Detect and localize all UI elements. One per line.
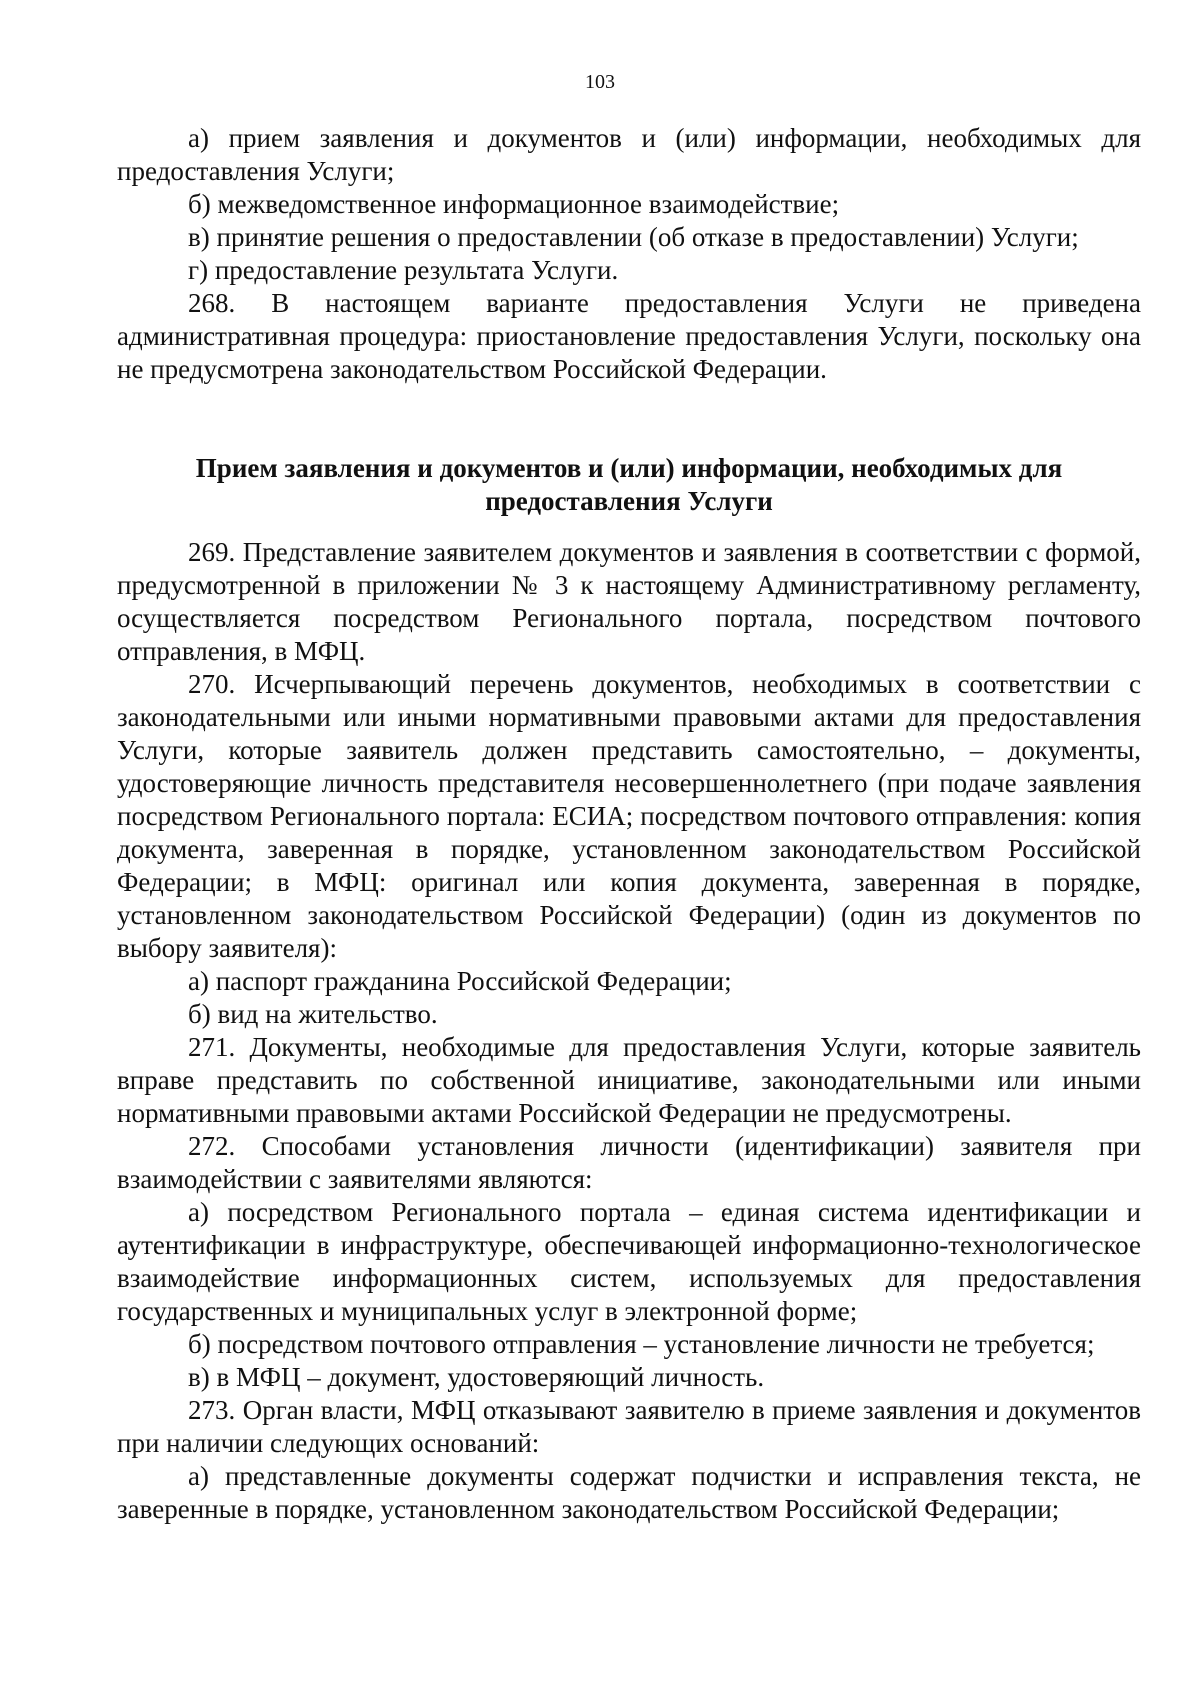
paragraph-272-item-b: б) посредством почтового отправления – установление личности не требуется;: [188, 1329, 1095, 1359]
paragraph-273-item-a: а) представленные документы содержат подчистки и исправления текста, не заверенные в порядке, установленном законодательством Российской Федерации;: [117, 1461, 1141, 1524]
paragraph-273: 273. Орган власти, МФЦ отказывают заявителю в приеме заявления и документов при наличии следующих оснований:: [117, 1395, 1141, 1458]
paragraph-269: 269. Представление заявителем документов и заявления в соответствии с формой, предусмотренной в приложении № 3 к настоящему Административному регламенту, осуществляется посредством Регионального портала, посредством почтового отправления, в МФЦ.: [117, 537, 1141, 666]
paragraph-272-item-v: в) в МФЦ – документ, удостоверяющий личность.: [188, 1362, 765, 1392]
paragraph-272: 272. Способами установления личности (идентификации) заявителя при взаимодействии с заявителями являются:: [117, 1131, 1141, 1194]
paragraph-268: 268. В настоящем варианте предоставления Услуги не приведена административная процедура: приостановление предоставления Услуги, поскольку она не предусмотрена законодательством Российской Федерации.: [117, 288, 1141, 384]
paragraph-271: 271. Документы, необходимые для предоставления Услуги, которые заявитель вправе представить по собственной инициативе, законодательными или иными нормативными правовыми актами Российской Федерации не предусмотрены.: [117, 1032, 1141, 1128]
list-item-v: в) принятие решения о предоставлении (об отказе в предоставлении) Услуги;: [188, 222, 1079, 252]
list-item-g: г) предоставление результата Услуги.: [188, 255, 619, 285]
document-body: [117, 122, 1141, 1526]
paragraph-270-item-a: а) паспорт гражданина Российской Федерации;: [188, 966, 732, 996]
page-number: 103: [585, 71, 615, 93]
paragraph-270: 270. Исчерпывающий перечень документов, необходимых в соответствии с законодательными или иными нормативными правовыми актами для предоставления Услуги, которые заявитель должен представить самостоятельно, – документы, удостоверяющие личность представителя несовершеннолетнего (при подаче заявления посредством Регионального портала: ЕСИА; посредством почтового отправления: копия документа, заверенная в порядке, установленном законодательством Российской Федерации; в МФЦ: оригинал или копия документа, заверенная в порядке, установленном законодательством Российской Федерации) (один из документов по выбору заявителя):: [117, 669, 1141, 963]
list-item-b: б) межведомственное информационное взаимодействие;: [188, 189, 840, 219]
list-item-a: а) прием заявления и документов и (или) информации, необходимых для предоставления Услуги;: [117, 123, 1141, 186]
paragraph-270-item-b: б) вид на жительство.: [188, 999, 438, 1029]
paragraph-272-item-a: а) посредством Регионального портала – единая система идентификации и аутентификации в инфраструктуре, обеспечивающей информационно-технологическое взаимодействие информационных систем, используемых для предоставления государственных и муниципальных услуг в электронной форме;: [117, 1197, 1141, 1326]
section-heading: Прием заявления и документов и (или) информации, необходимых для предоставления Услуги: [195, 453, 1063, 516]
